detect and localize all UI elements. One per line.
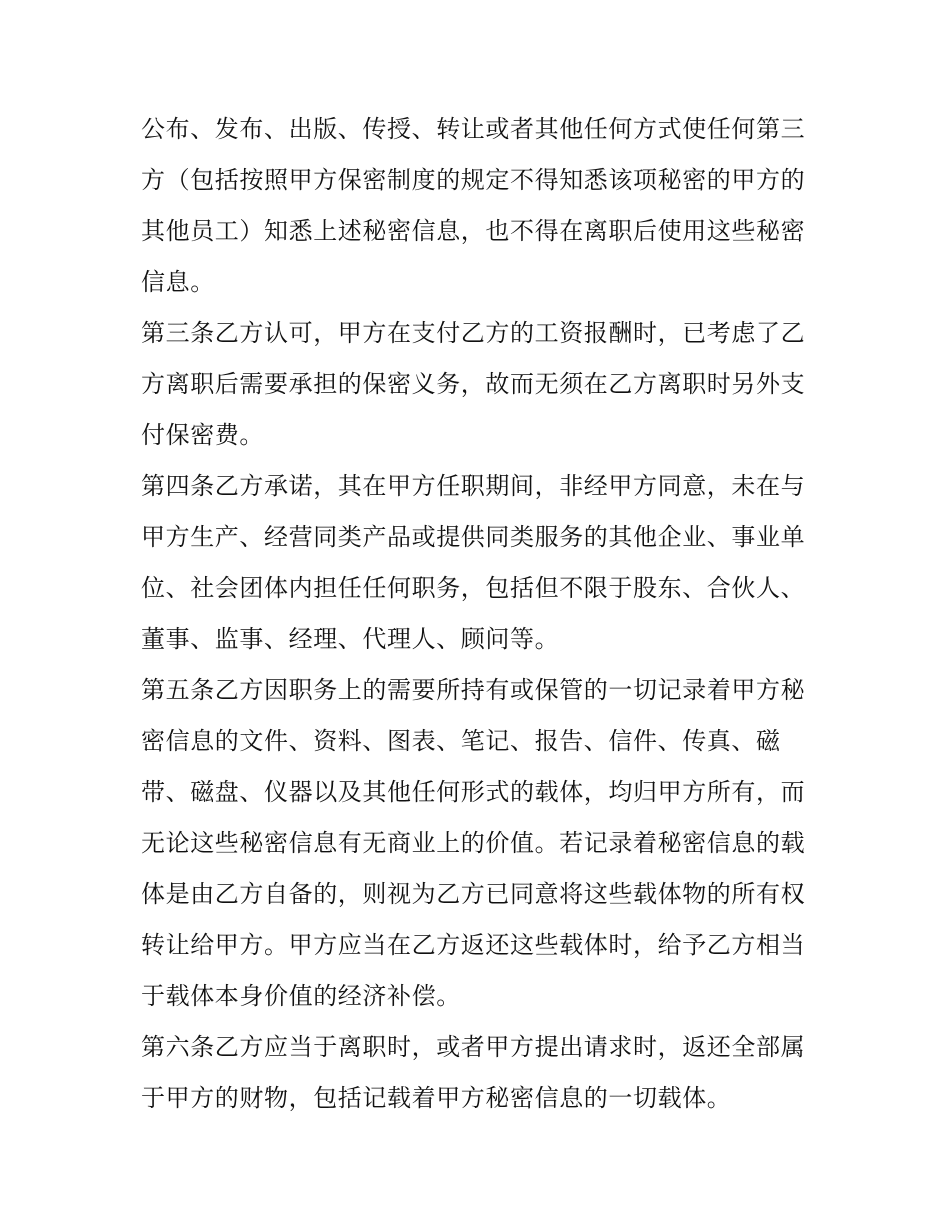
text-line: 方（包括按照甲方保密制度的规定不得知悉该项秘密的甲方的 — [141, 166, 806, 194]
text-line: 公布、发布、出版、传授、转让或者其他任何方式使任何第三 — [141, 115, 806, 143]
body-text — [141, 104, 821, 1124]
text-line: 第四条乙方承诺，其在甲方任职期间，非经甲方同意，未在与 — [141, 472, 806, 500]
text-line: 无论这些秘密信息有无商业上的价值。若记录着秘密信息的载 — [141, 829, 806, 857]
text-line: 第六条乙方应当于离职时，或者甲方提出请求时，返还全部属 — [141, 1033, 806, 1061]
text-line: 转让给甲方。甲方应当在乙方返还这些载体时，给予乙方相当 — [141, 931, 806, 959]
text-line: 甲方生产、经营同类产品或提供同类服务的其他企业、事业单 — [141, 523, 806, 551]
text-line: 方离职后需要承担的保密义务，故而无须在乙方离职时另外支 — [141, 370, 806, 398]
text-line: 董事、监事、经理、代理人、顾问等。 — [141, 625, 560, 653]
text-line: 带、磁盘、仪器以及其他任何形式的载体，均归甲方所有，而 — [141, 778, 806, 806]
text-line: 第三条乙方认可，甲方在支付乙方的工资报酬时，已考虑了乙 — [141, 319, 806, 347]
text-line: 体是由乙方自备的，则视为乙方已同意将这些载体物的所有权 — [141, 880, 806, 908]
text-line: 付保密费。 — [141, 421, 264, 449]
text-line: 位、社会团体内担任任何职务，包括但不限于股东、合伙人、 — [141, 574, 806, 602]
text-line: 于甲方的财物，包括记载着甲方秘密信息的一切载体。 — [141, 1084, 732, 1112]
text-line: 其他员工）知悉上述秘密信息，也不得在离职后使用这些秘密 — [141, 217, 806, 245]
text-line: 密信息的文件、资料、图表、笔记、报告、信件、传真、磁 — [141, 727, 781, 755]
text-line: 于载体本身价值的经济补偿。 — [141, 982, 461, 1010]
text-line: 信息。 — [141, 268, 215, 296]
text-line: 第五条乙方因职务上的需要所持有或保管的一切记录着甲方秘 — [141, 676, 806, 704]
